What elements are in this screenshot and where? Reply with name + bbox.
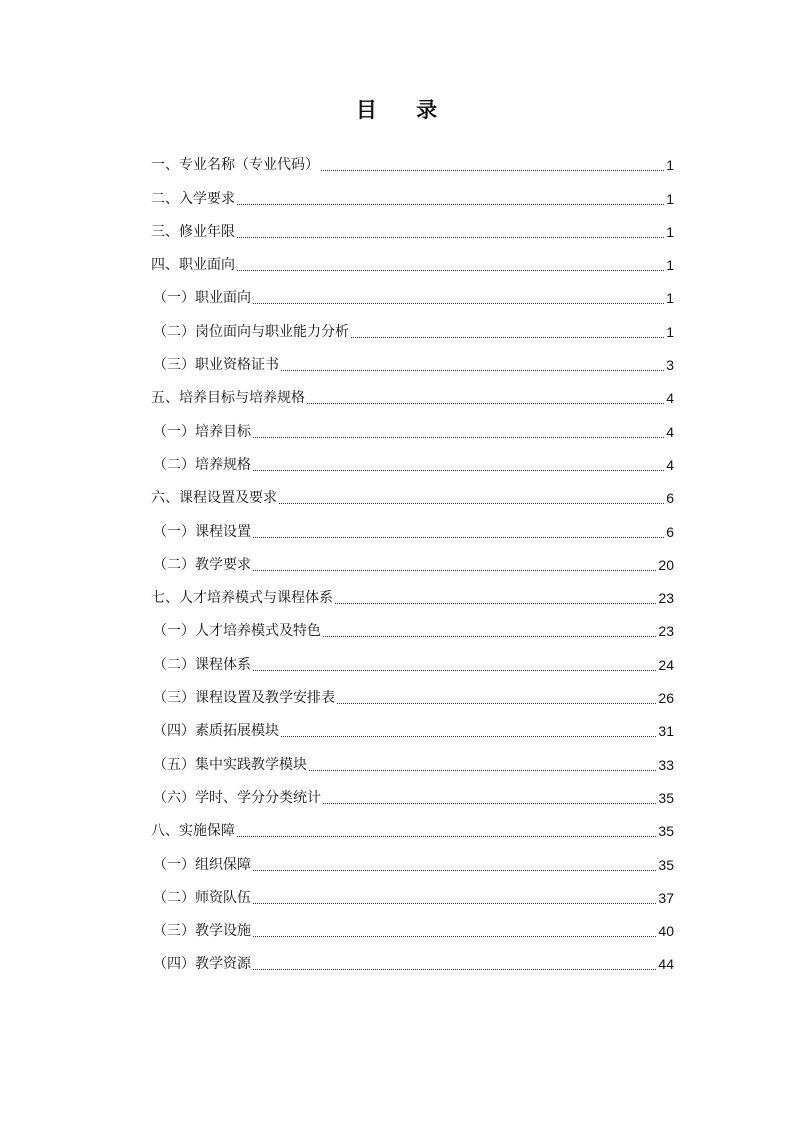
toc-entry-page-number: 4 [666, 390, 674, 407]
toc-entry[interactable] [151, 312, 674, 345]
toc-dot-leader [253, 670, 656, 671]
toc-entry-page-number: 6 [666, 490, 674, 507]
toc-dot-leader [335, 603, 656, 604]
toc-dot-leader [253, 936, 656, 937]
toc-dot-leader [351, 337, 664, 338]
toc-entry-label: 四、职业面向 [151, 257, 235, 274]
toc-entry[interactable] [151, 146, 674, 179]
toc-dot-leader [253, 437, 664, 438]
toc-entry-page-number: 1 [666, 223, 674, 240]
toc-entry-label: （三）课程设置及教学安排表 [153, 690, 335, 707]
toc-entry-label: （一）人才培养模式及特色 [153, 623, 321, 640]
toc-entry-label: （二）师资队伍 [153, 889, 251, 906]
toc-entry-page-number: 1 [666, 157, 674, 174]
toc-entry[interactable] [151, 512, 674, 545]
toc-entry-page-number: 6 [666, 523, 674, 540]
toc-entry-page-number: 31 [658, 723, 674, 740]
toc-dot-leader [309, 770, 656, 771]
toc-entry-label: （二）教学要求 [153, 556, 251, 573]
toc-entry-page-number: 33 [658, 756, 674, 773]
toc-dot-leader [253, 570, 656, 571]
toc-entry-page-number: 35 [658, 789, 674, 806]
toc-entry[interactable] [151, 546, 674, 579]
toc-dot-leader [323, 803, 656, 804]
toc-entry-label: （三）职业资格证书 [153, 357, 279, 374]
toc-entry[interactable] [151, 779, 674, 812]
toc-entry-label: 五、培养目标与培养规格 [151, 390, 305, 407]
toc-entry-page-number: 24 [658, 656, 674, 673]
toc-entry[interactable] [151, 213, 674, 246]
toc-entry[interactable] [151, 845, 674, 878]
toc-dot-leader [237, 204, 664, 205]
toc-dot-leader [279, 503, 664, 504]
toc-entry-label: （一）课程设置 [153, 523, 251, 540]
table-of-contents [151, 146, 674, 978]
toc-entry-page-number: 23 [658, 590, 674, 607]
toc-entry[interactable] [151, 612, 674, 645]
toc-entry[interactable] [151, 912, 674, 945]
toc-dot-leader [237, 270, 664, 271]
toc-entry[interactable] [151, 712, 674, 745]
toc-dot-leader [307, 403, 664, 404]
toc-entry-page-number: 35 [658, 856, 674, 873]
toc-dot-leader [237, 237, 664, 238]
toc-entry[interactable] [151, 246, 674, 279]
toc-entry[interactable] [151, 645, 674, 678]
toc-entry-page-number: 23 [658, 623, 674, 640]
toc-entry-page-number: 20 [658, 556, 674, 573]
toc-entry-page-number: 44 [658, 956, 674, 973]
toc-entry-label: （一）职业面向 [153, 290, 251, 307]
toc-dot-leader [253, 903, 656, 904]
toc-entry-label: （二）岗位面向与职业能力分析 [153, 323, 349, 340]
toc-entry-label: （四）教学资源 [153, 956, 251, 973]
toc-entry-page-number: 1 [666, 190, 674, 207]
toc-dot-leader [253, 303, 664, 304]
toc-entry-label: （六）学时、学分分类统计 [153, 789, 321, 806]
toc-entry[interactable] [151, 745, 674, 778]
toc-entry[interactable] [151, 579, 674, 612]
toc-entry-label: （一）组织保障 [153, 856, 251, 873]
toc-entry[interactable] [151, 179, 674, 212]
toc-dot-leader [281, 370, 664, 371]
toc-dot-leader [281, 736, 656, 737]
toc-entry[interactable] [151, 812, 674, 845]
toc-dot-leader [253, 537, 664, 538]
toc-entry[interactable] [151, 879, 674, 912]
toc-entry[interactable] [151, 279, 674, 312]
toc-dot-leader [323, 636, 656, 637]
toc-entry-label: （二）培养规格 [153, 456, 251, 473]
toc-dot-leader [237, 836, 656, 837]
toc-entry[interactable] [151, 679, 674, 712]
toc-entry-page-number: 35 [658, 823, 674, 840]
toc-entry-label: （三）教学设施 [153, 923, 251, 940]
toc-entry-label: 八、实施保障 [151, 823, 235, 840]
toc-entry[interactable] [151, 346, 674, 379]
toc-entry-page-number: 4 [666, 423, 674, 440]
toc-entry-page-number: 3 [666, 357, 674, 374]
toc-dot-leader [253, 470, 664, 471]
toc-entry-label: 六、课程设置及要求 [151, 490, 277, 507]
toc-dot-leader [253, 969, 656, 970]
toc-entry[interactable] [151, 446, 674, 479]
page-title: 目 录 [355, 98, 454, 122]
toc-entry-page-number: 1 [666, 257, 674, 274]
toc-entry-label: （四）素质拓展模块 [153, 723, 279, 740]
toc-entry-label: 七、人才培养模式与课程体系 [151, 590, 333, 607]
toc-entry-label: 一、专业名称（专业代码） [151, 157, 319, 174]
toc-dot-leader [321, 170, 664, 171]
toc-dot-leader [253, 870, 656, 871]
toc-entry[interactable] [151, 412, 674, 445]
toc-entry-page-number: 40 [658, 923, 674, 940]
toc-entry[interactable] [151, 945, 674, 978]
toc-entry-page-number: 26 [658, 690, 674, 707]
toc-entry-page-number: 1 [666, 290, 674, 307]
toc-entry-page-number: 1 [666, 323, 674, 340]
toc-entry-label: （二）课程体系 [153, 656, 251, 673]
toc-entry-page-number: 4 [666, 456, 674, 473]
toc-dot-leader [337, 703, 656, 704]
toc-entry-label: （一）培养目标 [153, 423, 251, 440]
toc-entry[interactable] [151, 379, 674, 412]
toc-entry-label: 三、修业年限 [151, 223, 235, 240]
toc-entry-page-number: 37 [658, 889, 674, 906]
toc-entry-label: （五）集中实践教学模块 [153, 756, 307, 773]
toc-entry[interactable] [151, 479, 674, 512]
toc-entry-label: 二、入学要求 [151, 190, 235, 207]
